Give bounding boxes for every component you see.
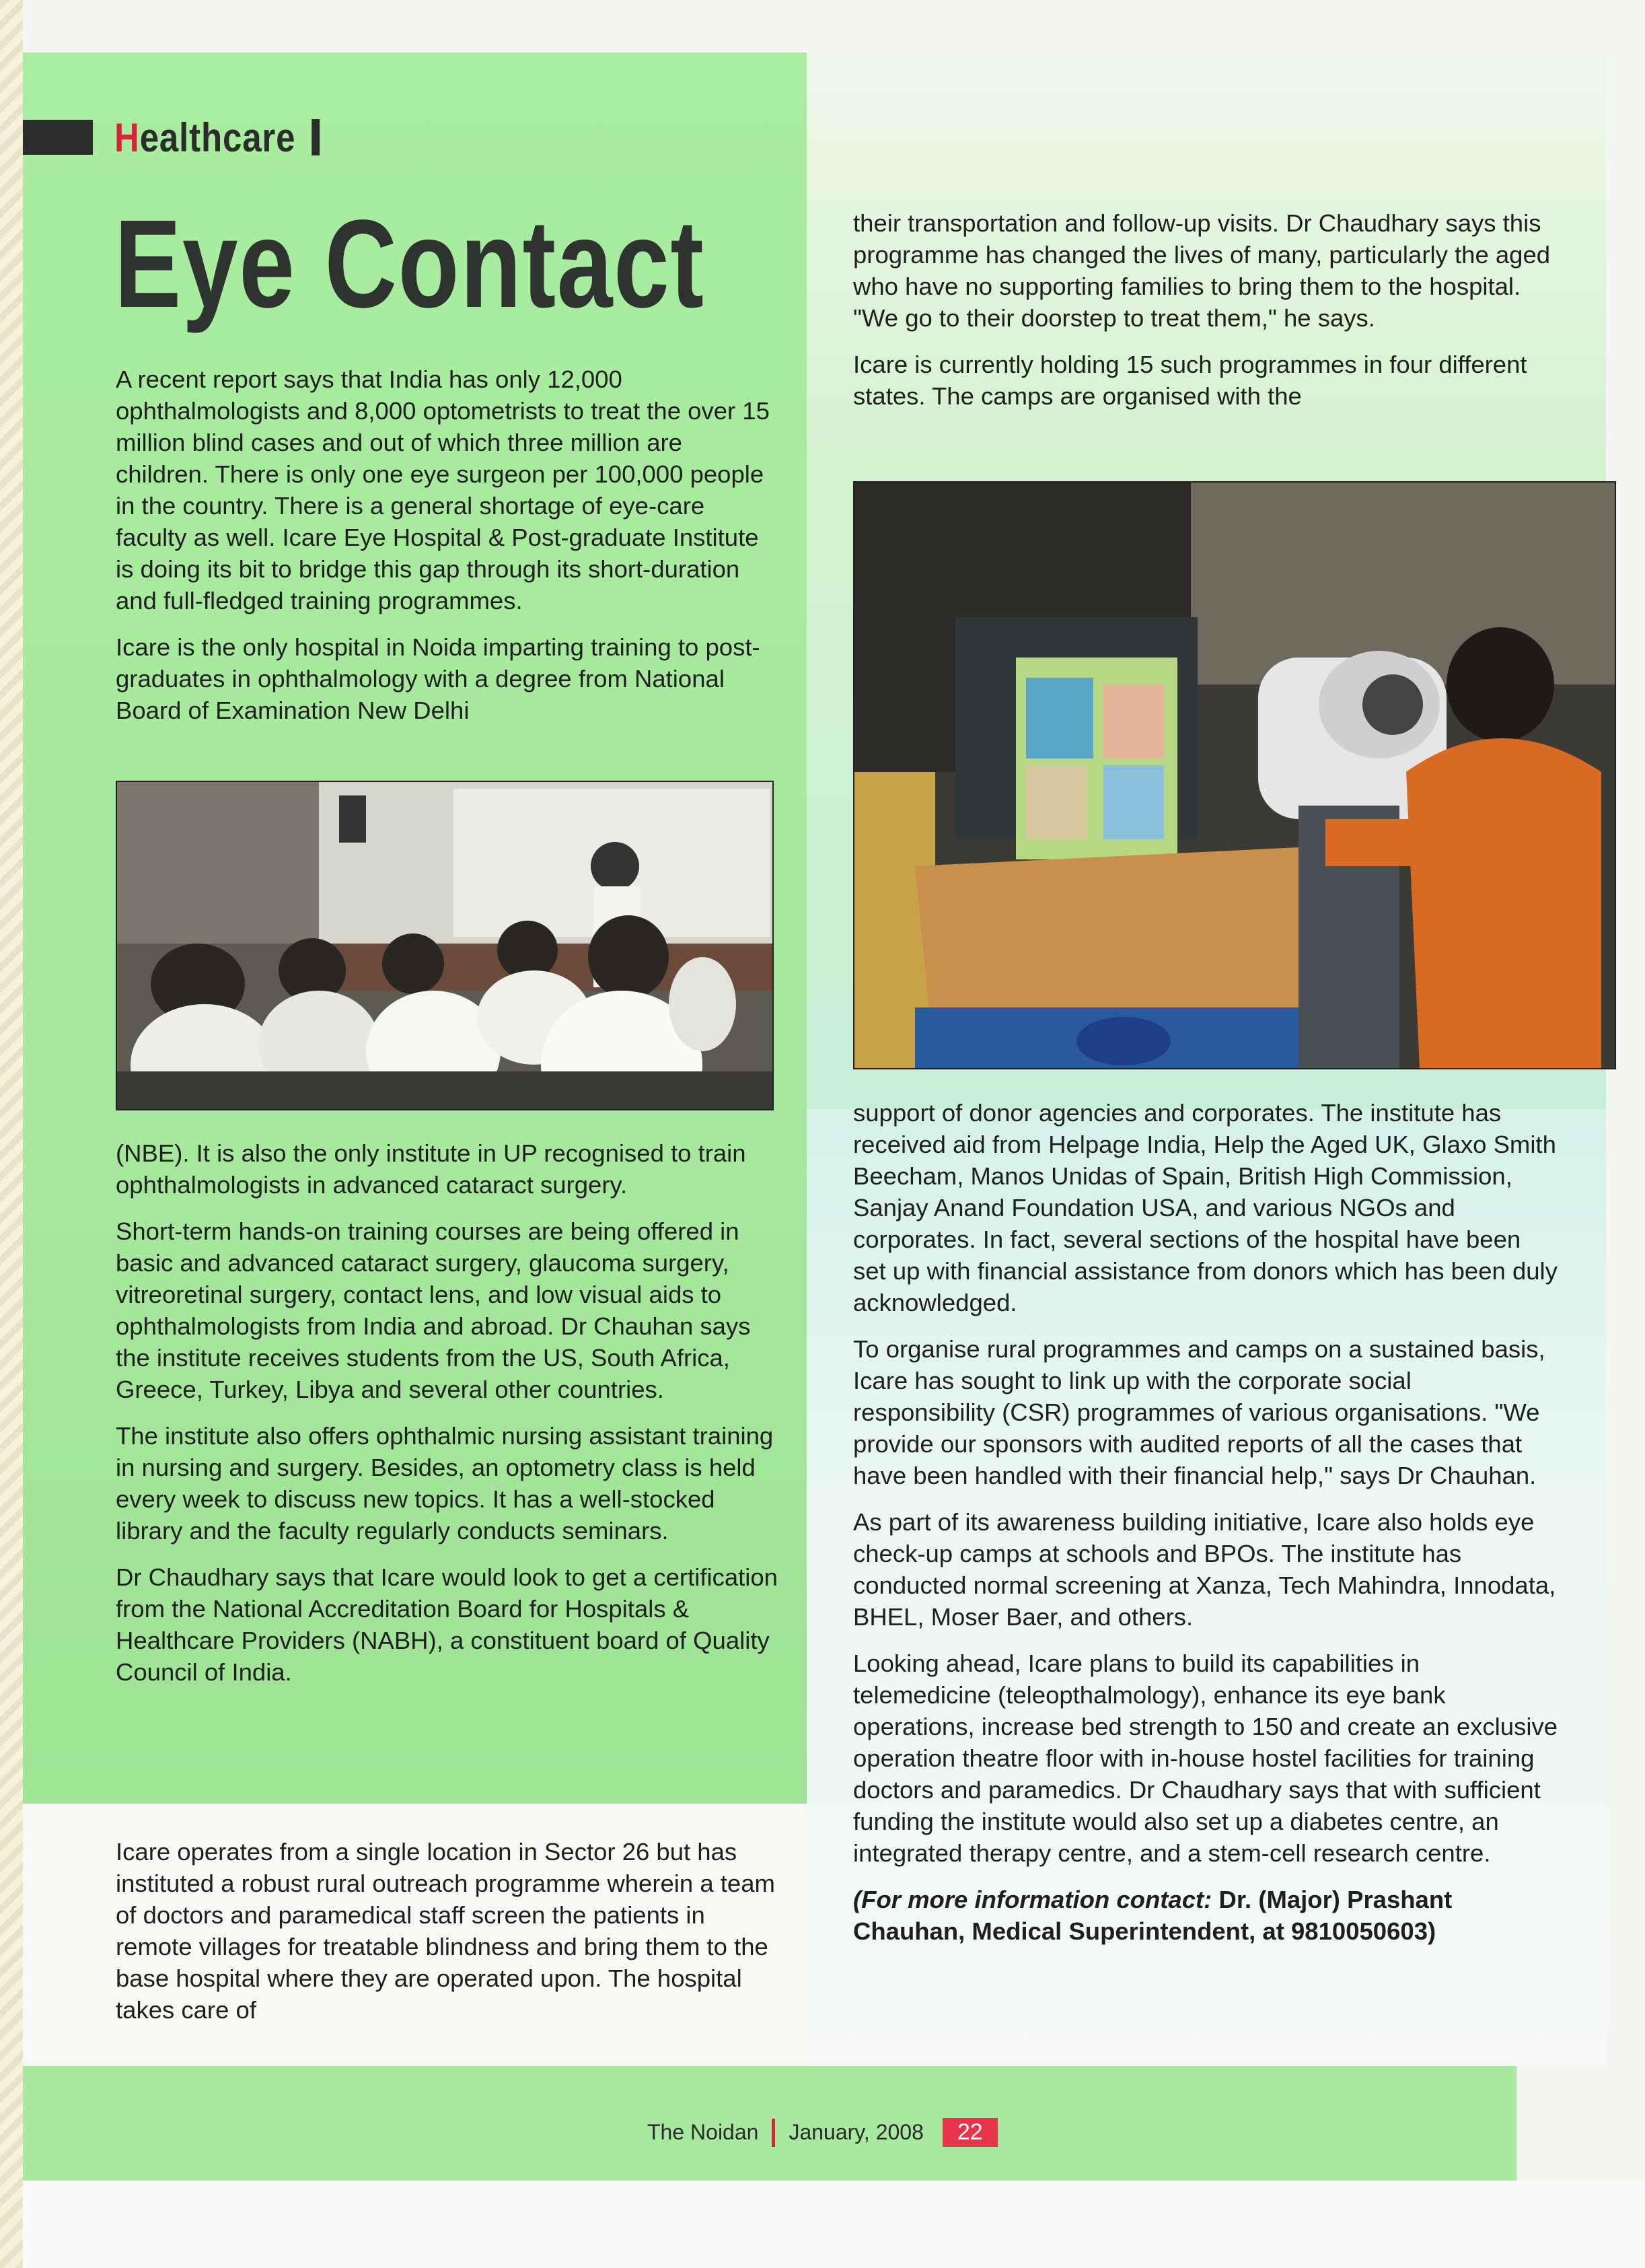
section-label: [114, 114, 320, 161]
eye-exam-photo: [853, 481, 1616, 1069]
page-footer: [647, 2118, 998, 2147]
section-marker: [23, 120, 93, 155]
right-column-bottom: [853, 1097, 1560, 1962]
paragraph: A recent report says that India has only 12,000 ophthalmologists and 8,000 optometrists to treat the over 15 million blind cases and out of which three million are children. There is only one eye surgeon per 100,000 people in the country. There is a general shortage of eye-care faculty as well. Icare Eye Hospital & Post-graduate Institute is doing its bit to bridge this gap through its short-duration and full-fledged training programmes.: [116, 365, 770, 614]
paragraph: The institute also offers ophthalmic nursing assistant training in nursing and surgery. Besides, an optometry class is held every week to discuss new topics. It has a well-stocked library and the faculty regularly conducts seminars.: [116, 1422, 774, 1545]
paragraph: their transportation and follow-up visits. Dr Chaudhary says this programme has changed the lives of many, particularly the aged who have no supporting families to bring them to the hospital. "We go to their doorstep to treat them," he says.: [853, 209, 1551, 332]
right-column-top: [853, 207, 1560, 427]
paragraph: To organise rural programmes and camps on a sustained basis, Icare has sought to link up with the corporate social responsibility (CSR) programmes of various organisations. "We provide our sponsors with audited reports of all the cases that have been handled with their financial help," says Dr Chauhan.: [853, 1335, 1545, 1489]
publication-name: The Noidan: [647, 2120, 759, 2144]
left-column-top: [116, 363, 782, 741]
article-headline: Eye Contact: [114, 194, 705, 334]
contact-lead: (For more information contact:: [853, 1886, 1212, 1913]
footer-separator: [772, 2119, 775, 2147]
paragraph: Short-term hands-on training courses are being offered in basic and advanced cataract surgery, glaucoma surgery, vitreoretinal surgery, contact lens, and low visual aids to ophthalmologists from India and abroad. Dr Chauhan says the institute receives students from the US, South Africa, Greece, Turkey, Libya and several other countries.: [116, 1217, 751, 1403]
page-edge-stripe: [0, 0, 23, 2268]
classroom-photo: [116, 781, 774, 1110]
paragraph: As part of its awareness building initiative, Icare also holds eye check-up camps at schools and BPOs. The institute has conducted normal screening at Xanza, Tech Mahindra, Innodata, BHEL, Moser Baer, and others.: [853, 1508, 1556, 1631]
section-label-rest: ealthcare: [139, 115, 296, 160]
section-separator: [312, 119, 320, 155]
paragraph: support of donor agencies and corporates. The institute has received aid from Helpage India, Help the Aged UK, Glaxo Smith Beecham, Manos Unidas of Spain, British High Commission, Sanjay Anand Foundation USA, and various NGOs and corporates. In fact, several sections of the hospital have been set up with financial assistance from donors which has been duly acknowledged.: [853, 1099, 1558, 1316]
issue-date: January, 2008: [789, 2120, 924, 2144]
contact-info: [853, 1884, 1560, 1947]
eye-exam-photo-image: [854, 483, 1615, 1068]
left-column-bottom: [116, 1836, 782, 2041]
page-number: 22: [943, 2118, 998, 2147]
bottom-margin: [23, 2181, 1645, 2268]
paragraph: (NBE). It is also the only institute in UP recognised to train ophthalmologists in advanced cataract surgery.: [116, 1139, 746, 1199]
contact-details: Dr. (Major) Prashant Chauhan, Medical Superintendent, at 9810050603): [853, 1886, 1453, 1945]
section-label-initial: H: [114, 115, 140, 160]
paragraph: Icare operates from a single location in Sector 26 but has instituted a robust rural outreach programme wherein a team of doctors and paramedical staff screen the patients in remote villages for treatable blindness and bring them to the base hospital where they are operated upon. The hospital takes care of: [116, 1838, 775, 2024]
left-column-middle: [116, 1137, 782, 1703]
paragraph: Icare is the only hospital in Noida imparting training to post-graduates in ophthalmology with a degree from National Board of Examination New Delhi: [116, 633, 760, 724]
paragraph: Icare is currently holding 15 such programmes in four different states. The camps are organised with the: [853, 351, 1527, 410]
paragraph: Dr Chaudhary says that Icare would look to get a certification from the National Accreditation Board for Hospitals & Healthcare Providers (NABH), a constituent board of Quality Council of India.: [116, 1563, 778, 1686]
paragraph: Looking ahead, Icare plans to build its capabilities in telemedicine (teleopthalmology), enhance its eye bank operations, increase bed strength to 150 and create an exclusive operation theatre floor with in-house hostel facilities for training doctors and paramedics. Dr Chaudhary says that with sufficient funding the institute would also set up a diabetes centre, an integrated therapy centre, and a stem-cell research centre.: [853, 1650, 1558, 1867]
classroom-photo-image: [117, 782, 772, 1109]
